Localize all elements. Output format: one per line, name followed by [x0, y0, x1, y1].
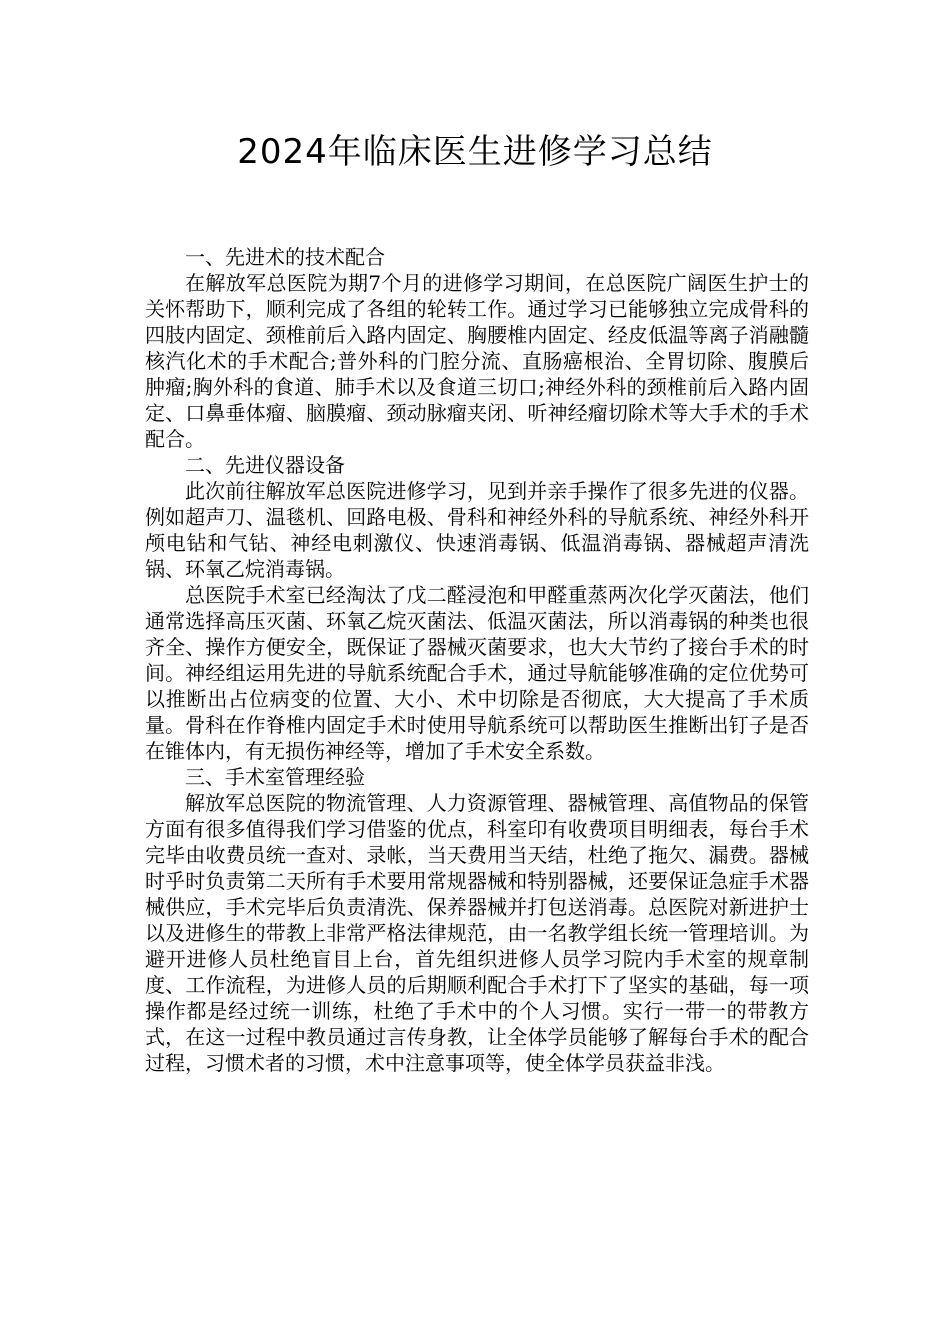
- section-heading-3: 三、手术室管理经验: [185, 765, 365, 789]
- document-title: 2024年临床医生进修学习总结: [237, 132, 713, 172]
- section-1-paragraph-1: 在解放军总医院为期7个月的进修学习期间，在总医院广阔医生护士的关怀帮助下，顺利完成了各组的轮转工作。通过学习已能够独立完成骨科的四肢内固定、颈椎前后入路内固定、胸腰椎内固定、经皮低温等离子消融髓核汽化术的手术配合;普外科的门腔分流、直肠癌根治、全胃切除、腹膜后肿瘤;胸外科的食道、肺手术以及食道三切口;神经外科的颈椎前后入路内固定、口鼻垂体瘤、脑膜瘤、颈动脉瘤夹闭、听神经瘤切除术等大手术的手术配合。: [145, 271, 809, 451]
- document-body: [145, 244, 809, 1076]
- section-2-paragraph-1: 此次前往解放军总医院进修学习，见到并亲手操作了很多先进的仪器。例如超声刀、温毯机、回路电极、骨科和神经外科的导航系统、神经外科开颅电钻和气钻、神经电刺激仪、快速消毒锅、低温消毒锅、器械超声清洗锅、环氧乙烷消毒锅。: [145, 479, 809, 581]
- section-3-paragraph-1: 解放军总医院的物流管理、人力资源管理、器械管理、高值物品的保管方面有很多值得我们学习借鉴的优点，科室印有收费项目明细表，每台手术完毕由收费员统一查对、录帐，当天费用当天结，杜绝了拖欠、漏费。器械时乎时负责第二天所有手术要用常规器械和特别器械，还要保证急症手术器械供应，手术完毕后负责清洗、保养器械并打包送消毒。总医院对新进护士以及进修生的带教上非常严格法律规范，由一名教学组长统一管理培训。为避开进修人员杜绝盲目上台，首先组织进修人员学习院内手术室的规章制度、工作流程，为进修人员的后期顺利配合手术打下了坚实的基础，每一项操作都是经过统一训练，杜绝了手术中的个人习惯。实行一带一的带教方式，在这一过程中教员通过言传身教，让全体学员能够了解每台手术的配合过程，习惯术者的习惯，术中注意事项等，使全体学员获益非浅。: [145, 791, 809, 1075]
- section-heading-2: 二、先进仪器设备: [185, 453, 345, 477]
- section-2-paragraph-2: 总医院手术室已经淘汰了戊二醛浸泡和甲醛重蒸两次化学灭菌法，他们通常选择高压灭菌、环氧乙烷灭菌法、低温灭菌法，所以消毒锅的种类也很齐全、操作方便安全，既保证了器械灭菌要求，也大大节约了接台手术的时间。神经组运用先进的导航系统配合手术，通过导航能够准确的定位优势可以推断出占位病变的位置、大小、术中切除是否彻底，大大提高了手术质量。骨科在作脊椎内固定手术时使用导航系统可以帮助医生推断出钉子是否在锥体内，有无损伤神经等，增加了手术安全系数。: [145, 583, 809, 763]
- section-heading-1: 一、先进术的技术配合: [185, 245, 385, 269]
